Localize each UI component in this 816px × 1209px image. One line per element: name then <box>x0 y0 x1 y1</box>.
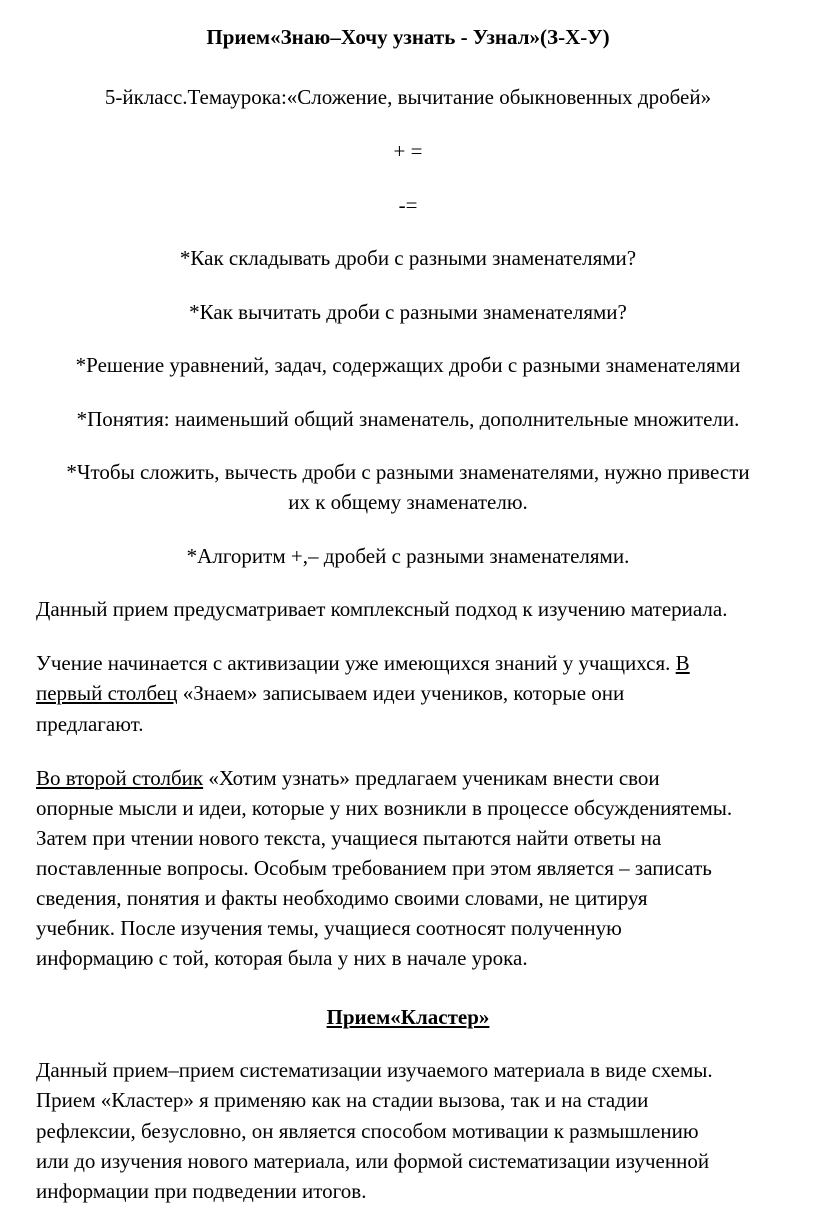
paragraph-second-column-line: опорные мысли и идеи, которые у них возникли в процессе обсуждениятемы. <box>36 796 733 820</box>
lesson-subtitle: 5-йкласс.Темаурока:«Сложение, вычитание обыкновенных дробей» <box>104 85 712 109</box>
point-item: *Алгоритм +,– дробей с разными знаменателями. <box>186 544 630 568</box>
formula-minus: -= <box>398 193 418 217</box>
point-item: *Как складывать дроби с разными знаменателями? <box>179 246 637 270</box>
paragraph-text: «Знаем» записываем идеи учеников, которые они <box>177 681 625 705</box>
formula-plus: + = <box>393 139 423 163</box>
paragraph-approach: Данный прием предусматривает комплексный подход к изучению материала. <box>36 597 728 621</box>
underlined-phrase: первый столбец <box>36 681 178 705</box>
paragraph-second-column-line: Затем при чтении нового текста, учащиеся пытаются найти ответы на <box>36 826 662 850</box>
paragraph-cluster-line: информации при подведении итогов. <box>36 1179 367 1203</box>
paragraph-text: Учение начинается с активизации уже имеющихся знаний у учащихся. <box>36 651 676 675</box>
underlined-phrase: Во второй столбик <box>36 766 204 790</box>
paragraph-second-column-line: сведения, понятия и факты необходимо своими словами, не цитируя <box>36 886 648 910</box>
paragraph-activation-line: предлагают. <box>36 712 144 736</box>
section-heading-cluster: Прием«Кластер» <box>326 1005 490 1029</box>
point-item: *Понятия: наименьший общий знаменатель, дополнительные множители. <box>76 407 740 431</box>
paragraph-activation-line <box>36 648 690 679</box>
paragraph-cluster-line: или до изучения нового материала, или формой систематизации изученной <box>36 1149 710 1173</box>
point-item: *Чтобы сложить, вычесть дроби с разными знаменателями, нужно привести <box>66 460 750 484</box>
point-item: *Решение уравнений, задач, содержащих дроби с разными знаменателями <box>75 353 741 377</box>
paragraph-activation-line <box>36 678 624 709</box>
point-item-continuation: их к общему знаменателю. <box>288 490 528 514</box>
paragraph-second-column-line: поставленные вопросы. Особым требованием при этом является – записать <box>36 856 712 880</box>
point-item: *Как вычитать дроби с разными знаменателями? <box>189 300 627 324</box>
paragraph-cluster-line: Данный прием–прием систематизации изучаемого материала в виде схемы. <box>36 1058 713 1082</box>
paragraph-cluster-line: Прием «Кластер» я применяю как на стадии вызова, так и на стадии <box>36 1088 649 1112</box>
paragraph-second-column-line: учебник. После изучения темы, учащиеся соотносят полученную <box>36 916 622 940</box>
underlined-phrase: В <box>675 651 690 675</box>
paragraph-cluster-line: рефлексии, безусловно, он является способом мотивации к размышлению <box>36 1119 699 1143</box>
page-title: Прием«Знаю–Хочу узнать - Узнал»(З-Х-У) <box>206 25 610 49</box>
paragraph-second-column-line <box>36 763 660 794</box>
paragraph-text: «Хотим узнать» предлагаем ученикам внести свои <box>203 766 660 790</box>
paragraph-second-column-line: информацию с той, которая была у них в начале урока. <box>36 946 528 970</box>
